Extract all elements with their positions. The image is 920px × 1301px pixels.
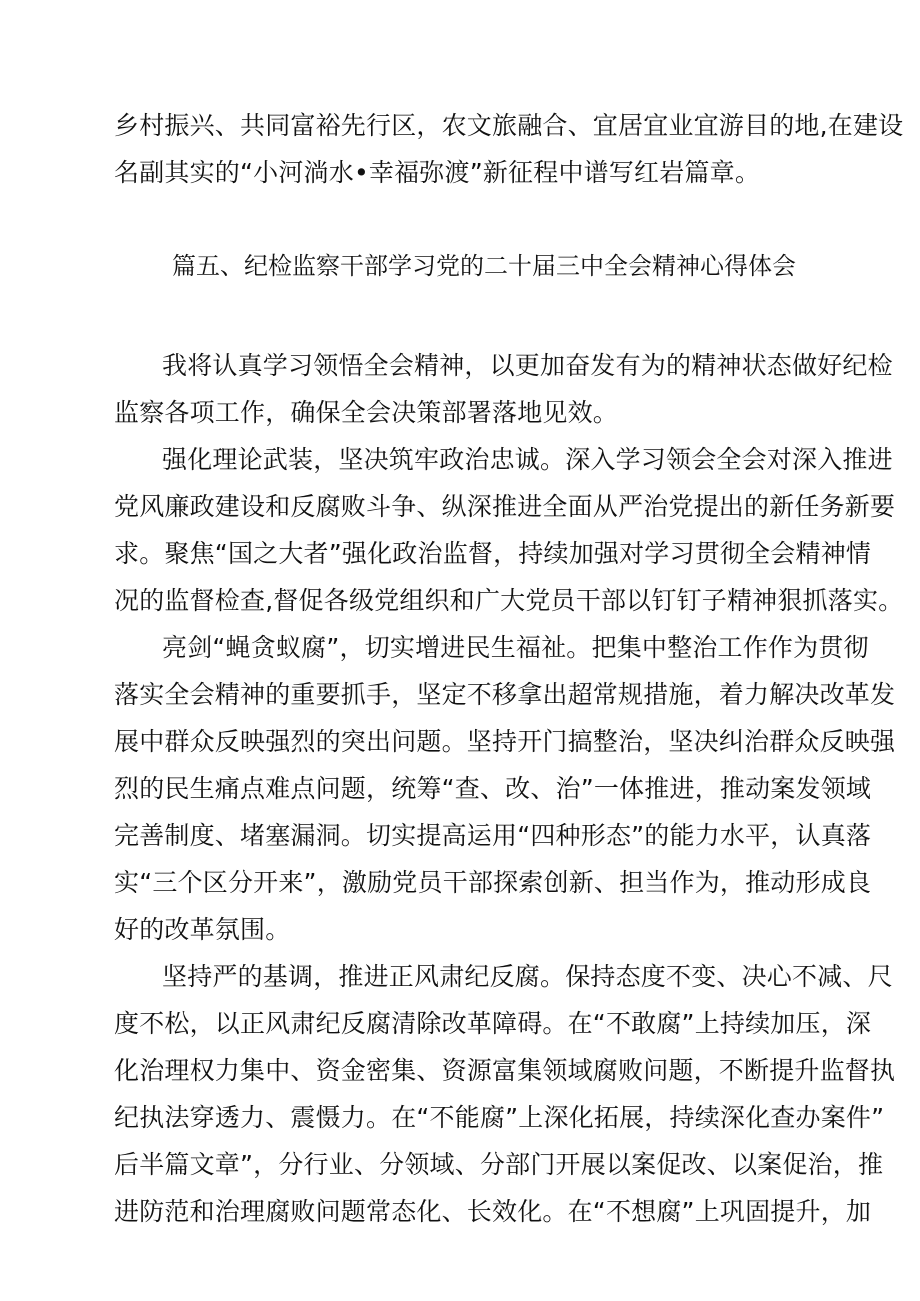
text-line: 况的监督检查,督促各级党组织和广大党员干部以钉钉子精神狠抓落实。 (114, 586, 904, 615)
text-line: 度不松，以正风肃纪反腐清除改革障碍。在“不敢腐”上持续加压，深 (114, 1009, 872, 1038)
text-line: 实“三个区分开来”，激励党员干部探索创新、担当作为，推动形成良 (114, 868, 872, 897)
paragraph-first-line: 亮剑“蝇贪蚁腐”，切实增进民生福祉。把集中整治工作作为贯彻 (162, 633, 869, 662)
text-line: 化治理权力集中、资金密集、资源富集领域腐败问题，不断提升监督执 (114, 1056, 896, 1085)
body-text (114, 342, 904, 1235)
section-title: 篇五、纪检监察干部学习党的二十届三中全会精神心得体会 (172, 252, 796, 280)
text-line: 好的改革氛围。 (114, 915, 291, 944)
text-line: 名副其实的“小河淌水•幸福弥渡”新征程中谱写红岩篇章。 (114, 158, 761, 187)
text-line: 烈的民生痛点难点问题，统筹“查、改、治”一体推进，推动案发领域 (114, 774, 872, 803)
text-line: 落实全会精神的重要抓手，坚定不移拿出超常规措施，着力解决改革发 (114, 680, 896, 709)
text-line: 党风廉政建设和反腐败斗争、纵深推进全面从严治党提出的新任务新要 (114, 492, 896, 521)
text-line: 乡村振兴、共同富裕先行区，农文旅融合、宜居宜业宜游目的地,在建设 (114, 111, 904, 140)
paragraph-first-line: 我将认真学习领悟全会精神，以更加奋发有为的精神状态做好纪检 (162, 351, 893, 380)
text-line: 完善制度、堵塞漏洞。切实提高运用“四种形态”的能力水平，认真落 (114, 821, 872, 850)
text-line: 进防范和治理腐败问题常态化、长效化。在“不想腐”上巩固提升，加 (114, 1197, 872, 1226)
paragraph-first-line: 坚持严的基调，推进正风肃纪反腐。保持态度不变、决心不减、尺 (162, 962, 893, 991)
paragraph-first-line: 强化理论武装，坚决筑牢政治忠诚。深入学习领会全会对深入推进 (162, 445, 893, 474)
text-line: 展中群众反映强烈的突出问题。坚持开门搞整治，坚决纠治群众反映强 (114, 727, 896, 756)
text-line: 求。聚焦“国之大者”强化政治监督，持续加强对学习贯彻全会精神情 (114, 539, 872, 568)
text-line: 后半篇文章”，分行业、分领域、分部门开展以案促改、以案促治，推 (114, 1150, 884, 1179)
text-line: 纪执法穿透力、震慑力。在“不能腐”上深化拓展，持续深化查办案件” (114, 1103, 885, 1132)
text-line: 监察各项工作，确保全会决策部署落地见效。 (114, 398, 619, 427)
intro-paragraph (114, 102, 904, 196)
